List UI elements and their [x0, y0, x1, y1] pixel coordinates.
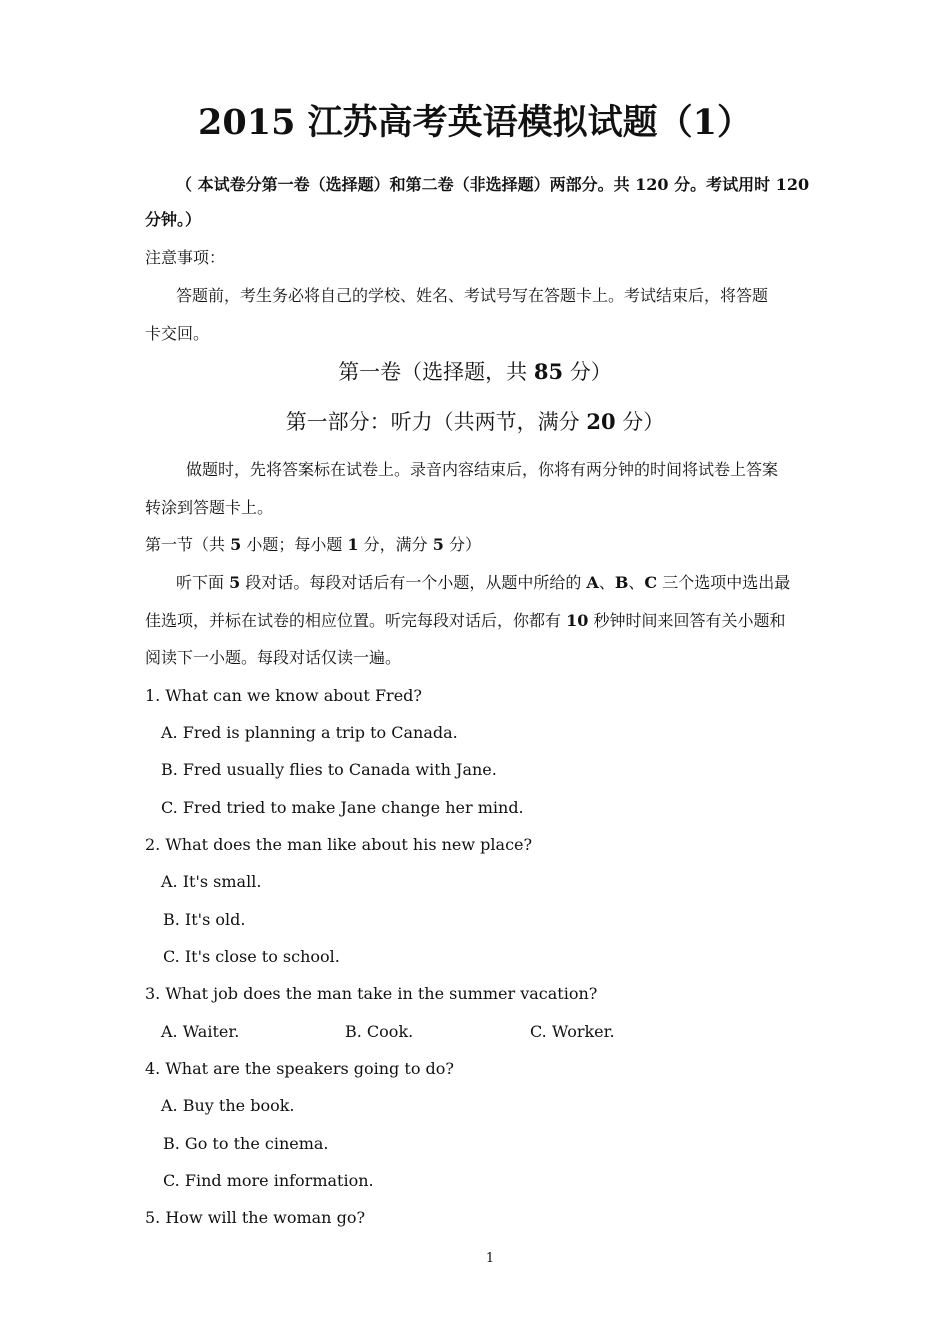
- option-letter-a: A: [586, 573, 599, 592]
- question-3-stem: 3. What job does the man take in the summer vacation?: [145, 984, 598, 1003]
- question-1-option-a: A. Fred is planning a trip to Canada.: [161, 723, 458, 742]
- instruction-number: 10: [566, 611, 589, 630]
- section-1-heading-text: 小题；每小题: [241, 535, 348, 554]
- question-1-option-c: C. Fred tried to make Jane change her mind.: [161, 798, 524, 817]
- section-1-instructions-line-3: 阅读下一小题。每段对话仅读一遍。: [145, 648, 402, 667]
- intro-line-2: 分钟。）: [145, 210, 202, 229]
- instruction-number: 5: [229, 573, 241, 592]
- section-1-total-points: 5: [432, 535, 444, 554]
- option-letter-b: B: [614, 573, 629, 592]
- section-1-instructions-line-1: [176, 573, 790, 593]
- volume-1-heading-pre: 第一卷（选择题，共: [338, 360, 534, 384]
- question-4-stem: 4. What are the speakers going to do?: [145, 1059, 454, 1078]
- question-4-option-a: A. Buy the book.: [161, 1096, 295, 1115]
- instruction-text: 段对话。每段对话后有一个小题，从题中所给的: [240, 573, 587, 592]
- volume-1-score: 85: [533, 359, 564, 384]
- part-1-instructions-line-1: 做题时，先将答案标在试卷上。录音内容结束后，你将有两分钟的时间将试卷上答案: [186, 460, 779, 479]
- volume-1-heading: [0, 358, 950, 386]
- question-2-option-c: C. It's close to school.: [163, 947, 340, 966]
- part-1-score: 20: [586, 409, 616, 434]
- notice-line-1: 答题前，考生务必将自己的学校、姓名、考试号写在答题卡上。考试结束后，将答题: [176, 286, 769, 305]
- page-number: 1: [485, 1251, 495, 1266]
- question-2-stem: 2. What does the man like about his new place?: [145, 835, 533, 854]
- question-4-option-c: C. Find more information.: [163, 1171, 374, 1190]
- section-1-heading-text: 分，满分: [358, 535, 433, 554]
- question-2-option-a: A. It's small.: [161, 872, 262, 891]
- instruction-text: 、: [598, 573, 615, 592]
- part-1-heading-post: 分）: [615, 410, 665, 434]
- question-1-stem: 1. What can we know about Fred?: [145, 686, 422, 705]
- volume-1-heading-post: 分）: [563, 360, 612, 384]
- instruction-text: 佳选项，并标在试卷的相应位置。听完每段对话后，你都有: [145, 611, 567, 630]
- section-1-points-each: 1: [347, 535, 359, 554]
- question-3-option-c: C. Worker.: [530, 1022, 615, 1041]
- notice-line-2: 卡交回。: [145, 324, 210, 343]
- document-title: 2015 江苏高考英语模拟试题（1）: [198, 102, 752, 143]
- notice-heading: 注意事项：: [145, 248, 226, 267]
- section-1-heading-text: 分）: [443, 535, 481, 554]
- instruction-text: 秒钟时间来回答有关小题和: [588, 611, 786, 630]
- instruction-text: 听下面: [176, 573, 230, 592]
- instruction-text: 三个选项中选出最: [657, 573, 791, 592]
- part-1-instructions-line-2: 转涂到答题卡上。: [145, 498, 274, 517]
- question-2-option-b: B. It's old.: [163, 910, 246, 929]
- section-1-instructions-line-2: [145, 611, 785, 631]
- section-1-heading-text: 第一节（共: [145, 535, 231, 554]
- instruction-text: 、: [628, 573, 645, 592]
- part-1-heading-pre: 第一部分：听力（共两节，满分: [285, 410, 587, 434]
- option-letter-c: C: [644, 573, 658, 592]
- part-1-heading: [0, 408, 950, 436]
- section-1-heading: [145, 535, 481, 555]
- section-1-question-count: 5: [230, 535, 242, 554]
- question-5-stem: 5. How will the woman go?: [145, 1208, 366, 1227]
- question-3-option-b: B. Cook.: [345, 1022, 414, 1041]
- question-4-option-b: B. Go to the cinema.: [163, 1134, 329, 1153]
- question-3-option-a: A. Waiter.: [161, 1022, 240, 1041]
- intro-line-1: （ 本试卷分第一卷（选择题）和第二卷（非选择题）两部分。共 120 分。考试用时 120: [176, 175, 810, 194]
- question-1-option-b: B. Fred usually flies to Canada with Jane.: [161, 760, 497, 779]
